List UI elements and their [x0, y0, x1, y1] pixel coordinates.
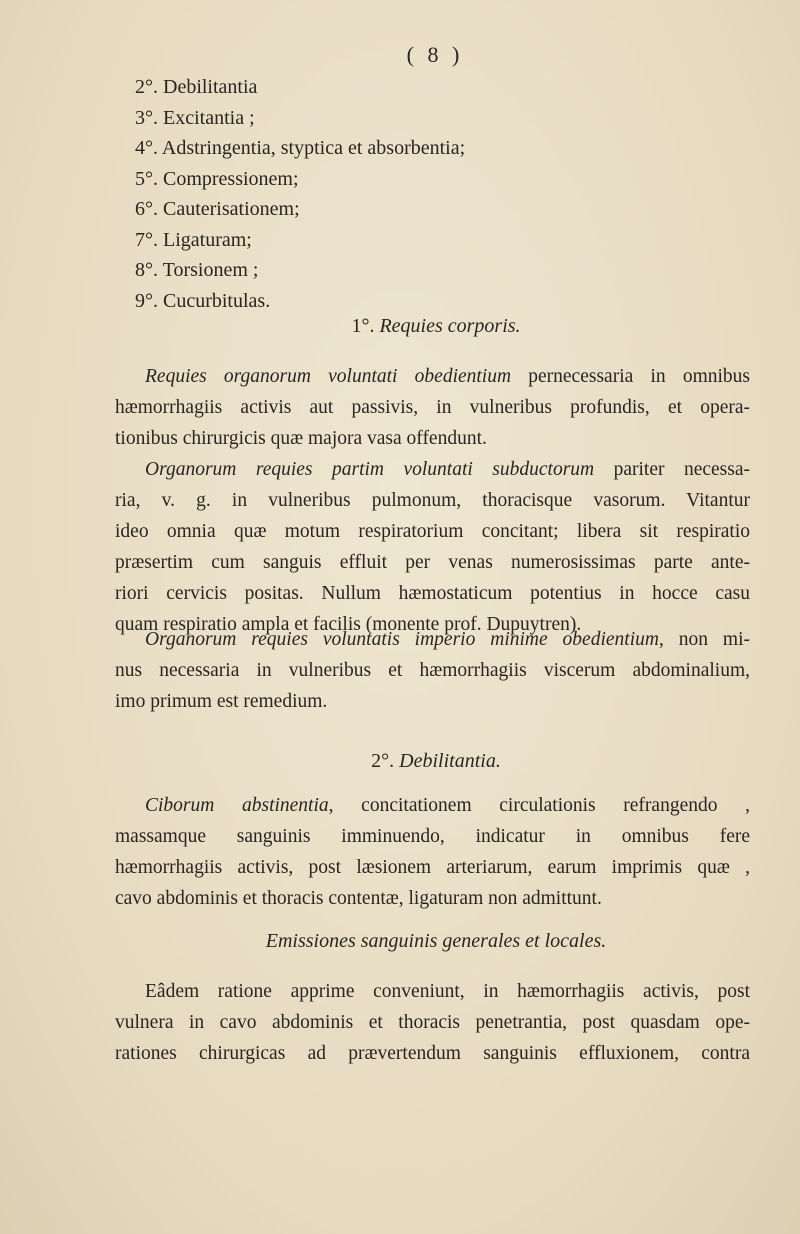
text-span: pariter necessa-	[594, 459, 750, 480]
section-heading-emissiones	[0, 930, 800, 953]
text-line	[115, 790, 750, 821]
page-number: ( 8 )	[406, 42, 464, 67]
paragraph	[115, 361, 750, 454]
section-title: Requies corporis.	[379, 315, 521, 337]
text-span: pernecessaria in omnibus	[511, 366, 750, 387]
section-title: Debilitantia.	[399, 750, 501, 772]
italic-lead: Organorum requies voluntatis imperio minime obedientium,	[145, 629, 664, 650]
text-line	[115, 454, 750, 485]
section-heading-debilitantia	[0, 750, 800, 773]
section-number: 1°.	[351, 315, 375, 337]
text-line: tionibus chirurgicis quæ majora vasa offendunt.	[115, 428, 487, 449]
paragraph	[115, 624, 750, 717]
list-item: 5°. Compressionem;	[135, 167, 299, 190]
text-line: riori cervicis positas. Nullum hæmostaticum potentius in hocce casu	[115, 583, 750, 604]
text-line: vulnera in cavo abdominis et thoracis penetrantia, post quasdam ope-	[115, 1012, 750, 1033]
text-line: rationes chirurgicas ad prævertendum sanguinis effluxionem, contra	[115, 1043, 750, 1064]
text-line: ria, v. g. in vulneribus pulmonum, thoracisque vasorum. Vitantur	[115, 490, 750, 511]
text-line: Eâdem ratione apprime conveniunt, in hæmorrhagiis activis, post	[145, 981, 750, 1002]
list-item: 3°. Excitantia ;	[135, 106, 255, 129]
text-line	[115, 624, 750, 655]
remedy-list	[135, 72, 465, 316]
text-line: nus necessaria in vulneribus et hæmorrhagiis viscerum abdominalium,	[115, 660, 750, 681]
list-item: 4°. Adstringentia, styptica et absorbentia;	[135, 137, 466, 159]
italic-lead: Requies organorum voluntati obedientium	[145, 366, 512, 387]
text-span: non mi-	[663, 629, 750, 650]
text-line	[115, 361, 750, 392]
text-line: hæmorrhagiis activis aut passivis, in vulneribus profundis, et opera-	[115, 397, 750, 418]
list-item: 7°. Ligaturam;	[135, 228, 252, 251]
text-line: imo primum est remedium.	[115, 691, 328, 712]
list-item: 8°. Torsionem ;	[135, 259, 259, 281]
list-item: 6°. Cauterisationem;	[135, 198, 300, 220]
text-line: præsertim cum sanguis effluit per venas numerosissimas parte ante-	[115, 552, 750, 573]
text-line: massamque sanguinis imminuendo, indicatur in omnibus fere	[115, 826, 750, 847]
list-item: 2°. Debilitantia	[135, 76, 258, 98]
text-line: ideo omnia quæ motum respiratorium concitant; libera sit respiratio	[115, 521, 750, 542]
text-line: cavo abdominis et thoracis contentæ, ligaturam non admittunt.	[115, 888, 602, 909]
text-span: , concitationem circulationis refrangendo ,	[328, 795, 750, 816]
italic-lead: Organorum requies partim voluntati subductorum	[145, 459, 595, 480]
paragraph	[115, 790, 750, 914]
text-line: quam respiratio ampla et facilis (monente prof. Dupuytren).	[115, 614, 582, 635]
text-line: hæmorrhagiis activis, post læsionem arteriarum, earum imprimis quæ ,	[115, 857, 750, 878]
list-item: 9°. Cucurbitulas.	[135, 289, 271, 312]
italic-lead: Ciborum abstinentia	[145, 795, 329, 816]
section-number: 2°.	[371, 750, 395, 772]
section-title: Emissiones sanguinis generales et locales.	[265, 930, 607, 952]
paragraph	[115, 454, 750, 640]
section-heading-requies	[0, 315, 800, 338]
paragraph	[115, 976, 750, 1069]
